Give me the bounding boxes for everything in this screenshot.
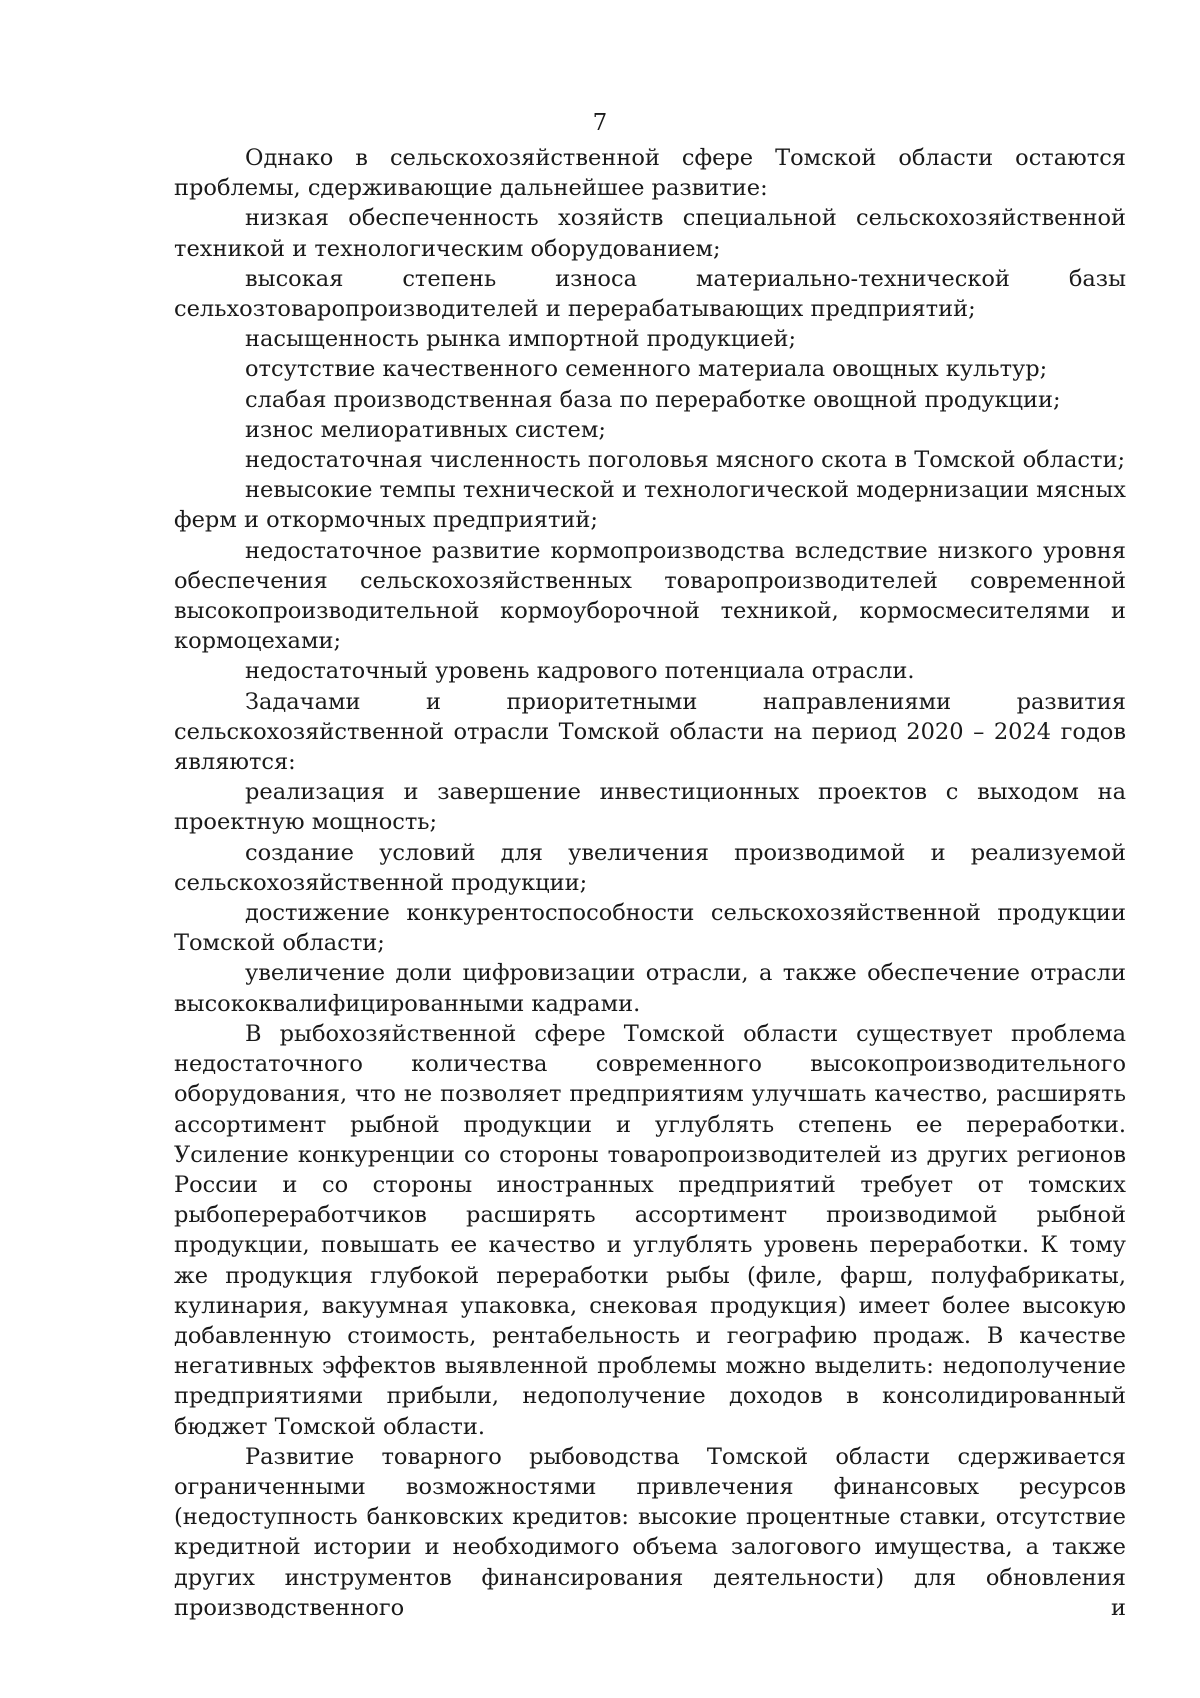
paragraph-task-investment: реализация и завершение инвестиционных проектов с выходом на проектную мощность;: [174, 779, 1126, 836]
paragraph-problem-fodder: недостаточное развитие кормопроизводства вследствие низкого уровня обеспечения сельскохозяйственных товаропроизводителей современной высокопроизводительной кормоуборочной техникой, кормосмесителями и кормоцехами;: [174, 537, 1126, 655]
page-number: 7: [592, 110, 608, 136]
paragraph-problem-equipment: низкая обеспеченность хозяйств специальной сельскохозяйственной техникой и технологическим оборудованием;: [174, 205, 1126, 262]
paragraph-problem-staff: недостаточный уровень кадрового потенциала отрасли.: [245, 658, 915, 685]
paragraph-problem-imports: насыщенность рынка импортной продукцией;: [245, 326, 797, 353]
paragraph-task-digitalization: увеличение доли цифровизации отрасли, а также обеспечение отрасли высококвалифицированными кадрами.: [174, 960, 1126, 1017]
paragraph-intro-problems: Однако в сельскохозяйственной сфере Томской области остаются проблемы, сдерживающие дальнейшее развитие:: [174, 145, 1126, 202]
paragraph-problem-seeds: отсутствие качественного семенного материала овощных культур;: [245, 356, 1048, 383]
paragraph-problem-modernization: невысокие темпы технической и технологической модернизации мясных ферм и откормочных предприятий;: [174, 477, 1126, 534]
paragraph-problem-livestock: недостаточная численность поголовья мясного скота в Томской области;: [245, 447, 1126, 474]
paragraph-fishery: В рыбохозяйственной сфере Томской области существует проблема недостаточного количества современного высокопроизводительного оборудования, что не позволяет предприятиям улучшать качество, расширять ассортимент рыбной продукции и углублять степень ее переработки. Усиление конкуренции со стороны товаропроизводителей из других регионов России и со стороны иностранных предприятий требует от томских рыбопереработчиков расширять ассортимент производимой рыбной продукции, повышать ее качество и углублять уровень переработки. К тому же продукция глубокой переработки рыбы (филе, фарш, полуфабрикаты, кулинария, вакуумная упаковка, снековая продукция) имеет более высокую добавленную стоимость, рентабельность и географию продаж. В качестве негативных эффектов выявленной проблемы можно выделить: недополучение предприятиями прибыли, недополучение доходов в консолидированный бюджет Томской области.: [174, 1020, 1126, 1440]
paragraph-problem-wear: высокая степень износа материально-технической базы сельхозтоваропроизводителей и перерабатывающих предприятий;: [174, 265, 1126, 323]
body-text: [174, 143, 1126, 1623]
paragraph-fish-farming: Развитие товарного рыбоводства Томской области сдерживается ограниченными возможностями привлечения финансовых ресурсов (недоступность банковских кредитов: высокие процентные ставки, отсутствие кредитной истории и необходимого объема залогового имущества, а также других инструментов финансирования деятельности) для обновления производственного и: [174, 1443, 1126, 1621]
paragraph-task-conditions: создание условий для увеличения производимой и реализуемой сельскохозяйственной продукции;: [174, 839, 1126, 896]
paragraph-problem-irrigation: износ мелиоративных систем;: [245, 416, 606, 443]
paragraph-task-competitiveness: достижение конкурентоспособности сельскохозяйственной продукции Томской области;: [174, 900, 1126, 957]
paragraph-tasks-intro: Задачами и приоритетными направлениями развития сельскохозяйственной отрасли Томской области на период 2020 – 2024 годов являются:: [174, 688, 1126, 776]
paragraph-problem-vegetable-processing: слабая производственная база по переработке овощной продукции;: [245, 386, 1061, 413]
